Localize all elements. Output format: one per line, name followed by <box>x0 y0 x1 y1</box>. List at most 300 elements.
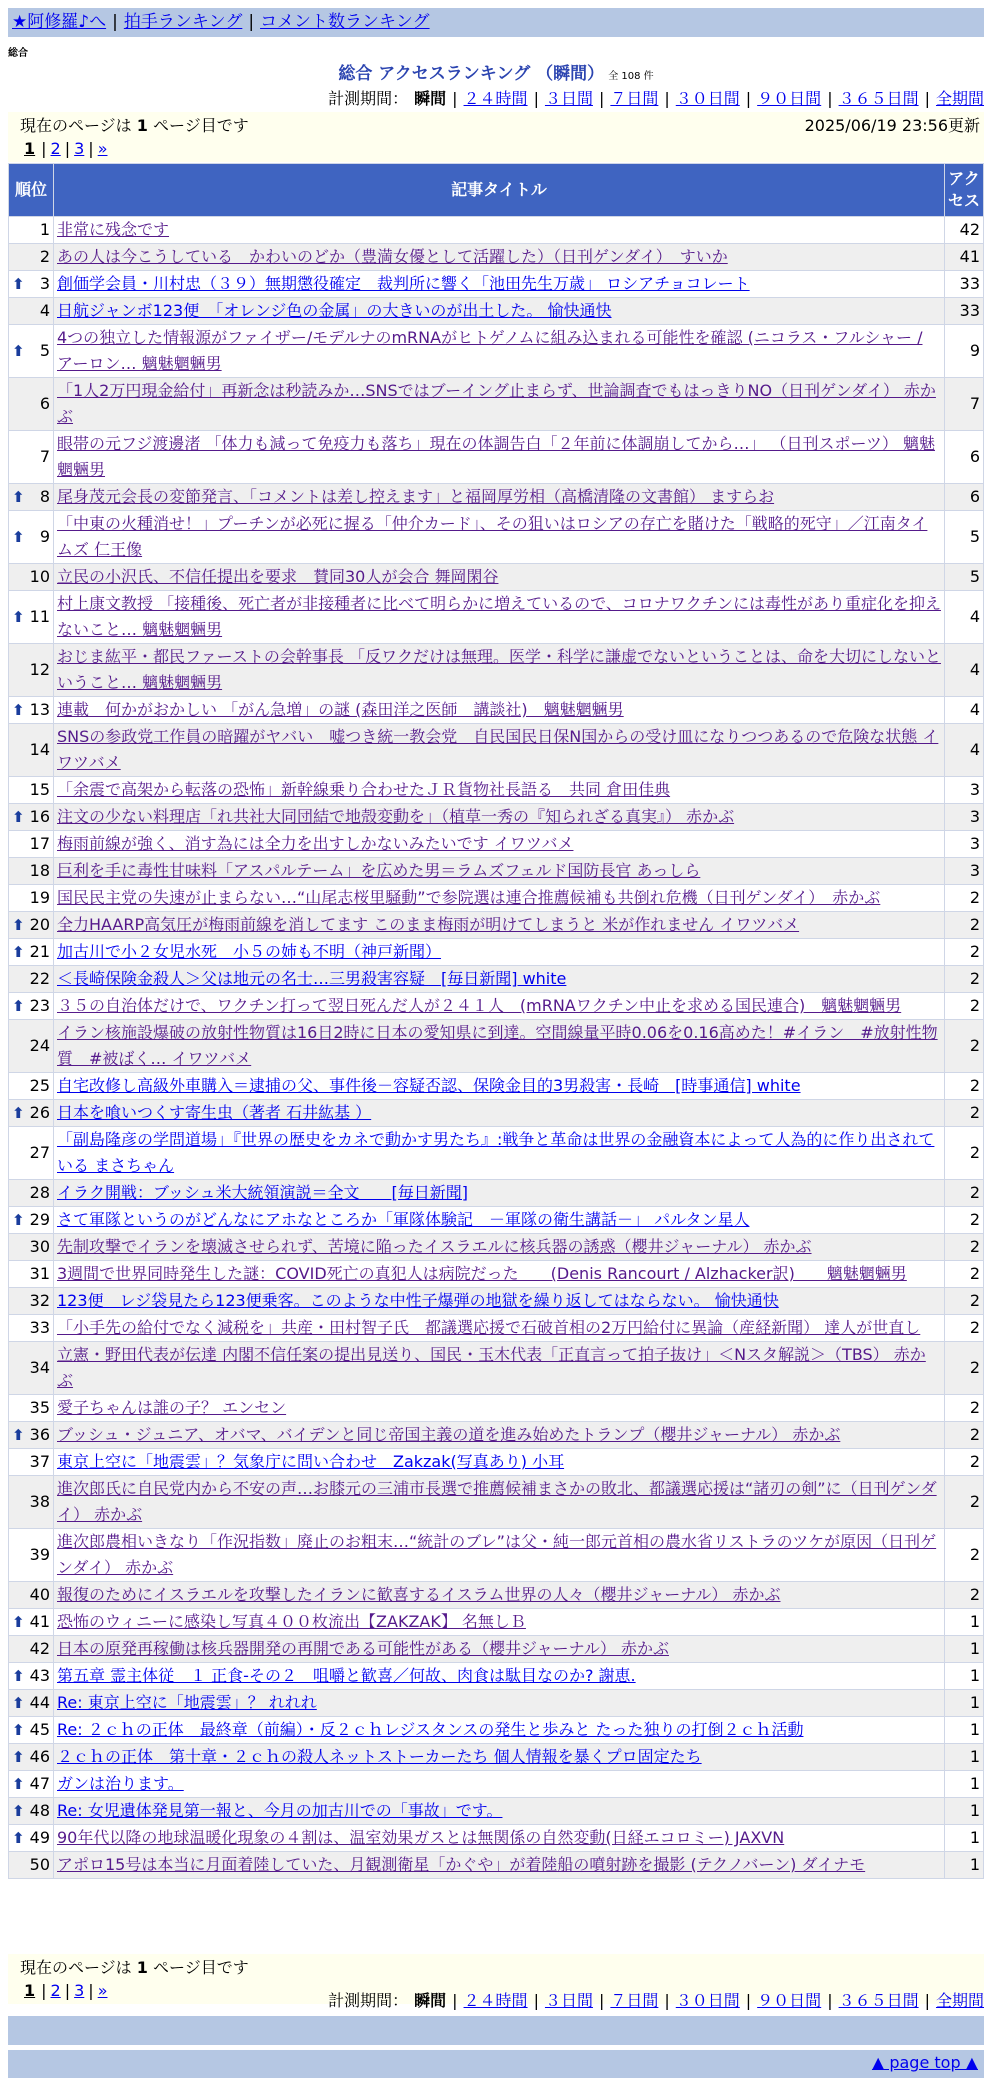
period-separator: | <box>924 89 930 108</box>
title-cell <box>54 1852 945 1879</box>
rank-cell <box>9 1422 54 1449</box>
table-row <box>9 564 984 591</box>
title-cell <box>54 1342 945 1395</box>
table-row <box>9 1342 984 1395</box>
rank-number: 17 <box>29 834 50 853</box>
article-title-link[interactable]: 恐怖のウィニーに感染し写真４００枚流出【ZAKZAK】 名無しＢ <box>57 1612 526 1631</box>
access-count: 1 <box>945 1744 984 1771</box>
rank-up-arrow-icon: ⬆ <box>12 1613 25 1631</box>
article-title-link[interactable]: 「副島隆彦の学問道場」『世界の歴史をカネで動かす男たち』:戦争と革命は世界の金融資本によって人為的に作り出されている まさちゃん <box>57 1130 935 1175</box>
rank-cell <box>9 939 54 966</box>
access-count: 2 <box>945 1127 984 1180</box>
next-page-link[interactable]: » <box>97 1981 108 2000</box>
rank-cell <box>9 1100 54 1127</box>
rank-cell <box>9 1020 54 1073</box>
article-title-link[interactable]: さて軍隊というのがどんなにアホなところか「軍隊体験記 －軍隊の衛生講話－」 パルタン星人 <box>57 1210 750 1229</box>
table-row <box>9 298 984 325</box>
rank-cell <box>9 1342 54 1395</box>
title-cell <box>54 1690 945 1717</box>
rank-cell <box>9 697 54 724</box>
period-link[interactable]: ７日間 <box>610 1991 659 2010</box>
access-count: 1 <box>945 1798 984 1825</box>
article-title-link[interactable]: ＜長崎保険金殺人＞父は地元の名士…三男殺害容疑 [毎日新聞] white <box>57 969 567 988</box>
page-link-3[interactable]: 3 <box>74 139 85 158</box>
period-separator: | <box>827 1991 833 2010</box>
access-count: 2 <box>945 1529 984 1582</box>
ranking-table <box>8 163 984 1879</box>
period-link[interactable]: ３６５日間 <box>838 1991 919 2010</box>
total-count: 全 108 件 <box>608 71 654 82</box>
period-separator: | <box>533 1991 539 2010</box>
access-count: 33 <box>945 298 984 325</box>
rank-up-arrow-icon: ⬆ <box>12 916 25 934</box>
table-row <box>9 1636 984 1663</box>
title-cell <box>54 511 945 564</box>
article-title-link[interactable]: SNSの参政党工作員の暗躍がヤバい 嘘つき統一教会党 自民国民日保N国からの受け皿になりつつあるので危険な状態 イワツバメ <box>57 727 939 772</box>
rank-up-arrow-icon: ⬆ <box>12 528 25 546</box>
title-cell <box>54 858 945 885</box>
access-count: 5 <box>945 511 984 564</box>
rank-number: 1 <box>39 220 50 239</box>
rank-number: 41 <box>29 1612 50 1631</box>
rank-cell <box>9 378 54 431</box>
article-title-link[interactable]: 全力HAARP高気圧が梅雨前線を消してます このまま梅雨が明けてしまうと 米が作れません イワツバメ <box>57 915 800 934</box>
period-separator: | <box>745 89 752 108</box>
table-row <box>9 644 984 697</box>
period-link[interactable]: ３６５日間 <box>838 89 919 108</box>
title-cell <box>54 1663 945 1690</box>
rank-up-arrow-icon: ⬆ <box>12 1721 25 1739</box>
table-row <box>9 1825 984 1852</box>
access-count: 2 <box>945 1207 984 1234</box>
access-count: 2 <box>945 1582 984 1609</box>
rank-cell <box>9 777 54 804</box>
rank-number: 22 <box>29 969 50 988</box>
title-cell <box>54 1636 945 1663</box>
article-title-link[interactable]: 注文の少ない料理店「れ共社大同団結で地殻変動を」（植草一秀の『知られざる真実』） 赤かぶ <box>57 807 735 826</box>
title-cell <box>54 1717 945 1744</box>
article-title-link[interactable]: 90年代以降の地球温暖化現象の４割は、温室効果ガスとは無関係の自然変動(日経エコロミー) JAXVN <box>57 1828 785 1847</box>
rank-cell <box>9 966 54 993</box>
rank-up-arrow-icon: ⬆ <box>12 943 25 961</box>
header-access: アクセス <box>945 164 984 217</box>
title-cell <box>54 885 945 912</box>
rank-number: 24 <box>29 1036 50 1055</box>
header-rank: 順位 <box>9 164 54 217</box>
article-title-link[interactable]: 123便 レジ袋見たら123便乗客。このような中性子爆弾の地獄を繰り返してはならない。 愉快通快 <box>57 1291 779 1310</box>
article-title-link[interactable]: Re: 女児遺体発見第一報と、今月の加古川での「事故」です。 <box>57 1801 503 1820</box>
period-separator: | <box>598 89 605 108</box>
rank-cell <box>9 644 54 697</box>
access-count: 7 <box>945 378 984 431</box>
article-title-link[interactable]: 日航ジャンボ123便 「オレンジ色の金属」の大きいのが出土した。 愉快通快 <box>57 301 612 320</box>
period-link[interactable]: ２４時間 <box>463 1991 528 2010</box>
nav-link-applause-ranking[interactable]: 拍手ランキング <box>123 12 243 32</box>
rank-cell <box>9 885 54 912</box>
rank-cell <box>9 1315 54 1342</box>
access-count: 5 <box>945 564 984 591</box>
rank-cell <box>9 1825 54 1852</box>
table-row <box>9 1476 984 1529</box>
title-cell <box>54 244 945 271</box>
pager-prefix: 現在のページは <box>20 116 137 135</box>
title-cell <box>54 1582 945 1609</box>
pager-prefix: 現在のページは <box>20 1958 137 1977</box>
nav-separator: | <box>112 12 118 32</box>
period-separator: | <box>664 1991 670 2010</box>
article-title-link[interactable]: 眼帯の元フジ渡邊渚 「体力も減って免疫力も落ち」現在の体調告白「２年前に体調崩してから…」 （日刊スポーツ） 魑魅魍魎男 <box>57 434 935 479</box>
article-title-link[interactable]: 梅雨前線が強く、消す為には全力を出すしかないみたいです イワツバメ <box>57 834 574 853</box>
access-count: 2 <box>945 1100 984 1127</box>
rank-number: 23 <box>29 996 50 1015</box>
page-link-current[interactable] <box>22 1981 37 2000</box>
article-title-link[interactable]: 4つの独立した情報源がファイザー/モデルナのmRNAがヒトゲノムに組み込まれる可能性を確認 (ニコラス・フルシャー / アーロン… 魑魅魍魎男 <box>57 328 923 373</box>
title-cell <box>54 1207 945 1234</box>
table-row <box>9 1852 984 1879</box>
pager-suffix: ページ目です <box>147 116 249 135</box>
table-row <box>9 431 984 484</box>
period-link[interactable]: ３日間 <box>544 89 593 108</box>
table-row <box>9 831 984 858</box>
rank-up-arrow-icon: ⬆ <box>12 275 25 293</box>
article-title-link[interactable]: 進次郎氏に自民党内から不安の声…お膝元の三浦市長選で推薦候補まさかの敗北、都議選応援は“諸刃の剣”に（日刊ゲンダイ） 赤かぶ <box>57 1479 937 1524</box>
article-title-link[interactable]: アポロ15号は本当に月面着陸していた、月観測衛星「かぐや」が着陸船の噴射跡を撮影 (テクノバーン) ダイナモ <box>57 1855 866 1874</box>
period-current: 瞬間 <box>414 1991 447 2010</box>
rank-number: 44 <box>29 1693 50 1712</box>
access-count: 2 <box>945 1315 984 1342</box>
title-cell <box>54 939 945 966</box>
page-link-current[interactable] <box>22 139 37 158</box>
article-title-link[interactable]: 立憲・野田代表が伝達 内閣不信任案の提出見送り、国民・玉木代表「正直言って拍子抜け」＜Nスタ解説＞（TBS） 赤かぶ <box>57 1345 926 1390</box>
access-count: 33 <box>945 271 984 298</box>
access-count: 1 <box>945 1852 984 1879</box>
rank-cell <box>9 912 54 939</box>
period-link[interactable]: ７日間 <box>610 89 659 108</box>
article-title-link[interactable]: 立民の小沢氏、不信任提出を要求 賛同30人が会合 舞岡閑谷 <box>57 567 499 586</box>
article-title-link[interactable]: Re: 東京上空に「地震雲」？ れれれ <box>57 1693 317 1712</box>
rank-cell <box>9 484 54 511</box>
rank-cell <box>9 724 54 777</box>
rank-up-arrow-icon: ⬆ <box>12 488 25 506</box>
access-count: 2 <box>945 1073 984 1100</box>
article-title-link[interactable]: 国民民主党の失速が止まらない…“山尾志桜里騒動”で参院選は連合推薦候補も共倒れ危機（日刊ゲンダイ） 赤かぶ <box>57 888 881 907</box>
rank-number: 5 <box>39 341 50 360</box>
table-row <box>9 1690 984 1717</box>
access-count: 3 <box>945 777 984 804</box>
pager-suffix: ページ目です <box>147 1958 249 1977</box>
title-cell <box>54 378 945 431</box>
period-separator: | <box>664 89 670 108</box>
article-title-link[interactable]: 非常に残念です <box>57 220 170 239</box>
access-count: 4 <box>945 644 984 697</box>
article-title-link[interactable]: ブッシュ・ジュニア、オバマ、バイデンと同じ帝国主義の道を進み始めたトランプ（櫻井ジャーナル） 赤かぶ <box>57 1425 841 1444</box>
period-separator: | <box>533 89 539 108</box>
page-top-bar <box>8 2050 984 2078</box>
pager-top <box>8 112 984 162</box>
article-title-link[interactable]: 先制攻撃でイランを壊滅させられず、苦境に陥ったイスラエルに核兵器の誘惑（櫻井ジャーナル） 赤かぶ <box>57 1237 812 1256</box>
title-cell <box>54 1529 945 1582</box>
access-count: 2 <box>945 912 984 939</box>
nav-link-comment-ranking[interactable]: コメント数ランキング <box>260 12 430 32</box>
pager-current-page: 1 <box>136 116 148 135</box>
period-selector-top <box>328 88 984 110</box>
page-link-2[interactable]: 2 <box>50 139 61 158</box>
table-row <box>9 325 984 378</box>
title-cell <box>54 1073 945 1100</box>
title-cell <box>54 1395 945 1422</box>
title-cell <box>54 1798 945 1825</box>
page-link-1[interactable]: 1 <box>24 139 36 158</box>
table-row <box>9 1234 984 1261</box>
rank-number: 21 <box>29 942 50 961</box>
table-row <box>9 885 984 912</box>
title-cell <box>54 804 945 831</box>
rank-number: 38 <box>29 1492 50 1511</box>
article-title-link[interactable]: 3週間で世界同時発生した謎：COVID死亡の真犯人は病院だった (Denis Rancourt / Alzhacker訳) 魑魅魍魎男 <box>57 1264 907 1283</box>
rank-cell <box>9 1771 54 1798</box>
page-separator: | <box>41 1981 47 2000</box>
article-title-link[interactable]: 巨利を手に毒性甘味料「アスパルテーム」を広めた男＝ラムズフェルド国防長官 あっしら <box>57 861 701 880</box>
access-count: 2 <box>945 1234 984 1261</box>
rank-number: 20 <box>29 915 50 934</box>
rank-cell <box>9 831 54 858</box>
period-link[interactable]: 全期間 <box>935 89 984 108</box>
rank-cell <box>9 1207 54 1234</box>
rank-cell <box>9 1717 54 1744</box>
page-separator: | <box>41 139 47 158</box>
access-count: 2 <box>945 939 984 966</box>
article-title-link[interactable]: 東京上空に「地震雲」？気象庁に問い合わせ Zakzak(写真あり) 小耳 <box>57 1452 565 1471</box>
rank-number: 49 <box>29 1828 50 1847</box>
article-title-link[interactable]: 自宅改修し高級外車購入＝逮捕の父、事件後－容疑否認、保険金目的3男殺害・長崎 [時事通信] white <box>57 1076 801 1095</box>
article-title-link[interactable]: 「中東の火種消せ！」プーチンが必死に握る「仲介カード」、その狙いはロシアの存亡を賭けた「戦略的死守」／江南タイムズ 仁王像 <box>57 514 928 559</box>
table-row <box>9 1395 984 1422</box>
rank-number: 4 <box>39 301 50 320</box>
table-row <box>9 378 984 431</box>
title-cell <box>54 1422 945 1449</box>
table-row <box>9 1609 984 1636</box>
period-separator: | <box>924 1991 930 2010</box>
rank-up-arrow-icon: ⬆ <box>12 808 25 826</box>
rank-number: 11 <box>29 607 50 626</box>
access-count: 1 <box>945 1690 984 1717</box>
access-count: 6 <box>945 431 984 484</box>
table-row <box>9 1073 984 1100</box>
title-cell <box>54 325 945 378</box>
period-link[interactable]: ２４時間 <box>463 89 528 108</box>
nav-link-ashura[interactable]: ★阿修羅♪へ <box>12 12 107 32</box>
article-title-link[interactable]: 村上康文教授 「接種後、死亡者が非接種者に比べて明らかに増えているので、コロナワクチンには毒性があり重症化を抑えないこと… 魑魅魍魎男 <box>57 594 941 639</box>
article-title-link[interactable]: あの人は今こうしている かわいのどか（豊満女優として活躍した）（日刊ゲンダイ） すいか <box>57 247 728 266</box>
rank-cell <box>9 591 54 644</box>
rank-up-arrow-icon: ⬆ <box>12 997 25 1015</box>
rank-cell <box>9 217 54 244</box>
period-link[interactable]: ９０日間 <box>757 1991 822 2010</box>
rank-cell <box>9 1582 54 1609</box>
access-count: 1 <box>945 1825 984 1852</box>
table-row <box>9 1180 984 1207</box>
table-row <box>9 777 984 804</box>
article-title-link[interactable]: 「1人2万円現金給付」再新念は秒読みか…SNSではブーイング止まらず、世論調査でもはっきりNO（日刊ゲンダイ） 赤かぶ <box>57 381 936 426</box>
period-link[interactable]: ３０日間 <box>675 1991 740 2010</box>
table-row <box>9 511 984 564</box>
rank-number: 47 <box>29 1774 50 1793</box>
access-count: 9 <box>945 325 984 378</box>
rank-number: 8 <box>39 487 50 506</box>
article-title-link[interactable]: ガンは治ります。 <box>57 1774 184 1793</box>
article-title-link[interactable]: イラン核施設爆破の放射性物質は16日2時に日本の愛知県に到達。空間線量平時0.06を0.16高めた！#イラン #放射性物質 #被ばく… イワツバメ <box>57 1023 938 1068</box>
access-count: 2 <box>945 993 984 1020</box>
access-count: 4 <box>945 697 984 724</box>
period-link[interactable]: ３日間 <box>544 1991 593 2010</box>
title-cell <box>54 644 945 697</box>
access-count: 3 <box>945 831 984 858</box>
rank-up-arrow-icon: ⬆ <box>12 1104 25 1122</box>
page-link-2[interactable]: 2 <box>50 1981 61 2000</box>
article-title-link[interactable]: 連載 何かがおかしい 「がん急増」の謎 (森田洋之医師 講談社) 魑魅魍魎男 <box>57 700 624 719</box>
rank-cell <box>9 431 54 484</box>
table-row <box>9 912 984 939</box>
rank-cell <box>9 1449 54 1476</box>
next-page-link[interactable]: » <box>97 139 108 158</box>
rank-up-arrow-icon: ⬆ <box>12 342 25 360</box>
rank-up-arrow-icon: ⬆ <box>12 701 25 719</box>
table-row <box>9 1449 984 1476</box>
title-cell <box>54 1180 945 1207</box>
article-title-link[interactable]: Re: ２ｃｈの正体 最終章（前編）・反２ｃｈレジスタンスの発生と歩みと たった独りの打倒２ｃｈ活動 <box>57 1720 804 1739</box>
article-title-link[interactable]: イラク開戦：ブッシュ米大統領演説＝全文 [毎日新聞] <box>57 1183 469 1202</box>
rank-cell <box>9 1476 54 1529</box>
period-label: 計測期間： <box>328 1991 409 2010</box>
rank-number: 9 <box>39 527 50 546</box>
article-title-link[interactable]: 加古川で小２女児水死 小５の姉も不明（神戸新聞） <box>57 942 442 961</box>
table-row <box>9 939 984 966</box>
rank-number: 48 <box>29 1801 50 1820</box>
rank-cell <box>9 1073 54 1100</box>
article-title-link[interactable]: 「余震で高架から転落の恐怖」新幹線乗り合わせたＪＲ貨物社長語る 共同 倉田佳典 <box>57 780 671 799</box>
access-count: 2 <box>945 1449 984 1476</box>
access-count: 2 <box>945 1395 984 1422</box>
article-title-link[interactable]: ３５の自治体だけで、ワクチン打って翌日死んだ人が２４１人 (mRNAワクチン中止を求める国民連合) 魑魅魍魎男 <box>57 996 902 1015</box>
page-top-link[interactable]: ▲ page top ▲ <box>871 2053 978 2072</box>
page-link-1[interactable]: 1 <box>24 1981 36 2000</box>
rank-cell <box>9 244 54 271</box>
rank-number: 28 <box>29 1183 50 1202</box>
ranking-title <box>0 59 992 84</box>
header-title: 記事タイトル <box>54 164 945 217</box>
access-count: 2 <box>945 1476 984 1529</box>
period-link[interactable]: 全期間 <box>935 1991 984 2010</box>
rank-number: 16 <box>29 807 50 826</box>
rank-cell <box>9 1127 54 1180</box>
period-label: 計測期間： <box>328 89 409 108</box>
article-title-link[interactable]: 尾身茂元会長の変節発言、「コメントは差し控えます」と福岡厚労相（高橋清隆の文書館） ますらお <box>57 487 775 506</box>
access-count: 2 <box>945 1288 984 1315</box>
table-row <box>9 1717 984 1744</box>
title-cell <box>54 591 945 644</box>
period-link[interactable]: ９０日間 <box>757 89 822 108</box>
rank-up-arrow-icon: ⬆ <box>12 1748 25 1766</box>
article-title-link[interactable]: 第五章 霊主体従 １ 正食-その２ 咀嚼と歓喜／何故、肉食は駄目なのか? 謝恵. <box>57 1666 636 1685</box>
access-count: 2 <box>945 885 984 912</box>
rank-cell <box>9 1798 54 1825</box>
rank-number: 18 <box>29 861 50 880</box>
updated-time: 2025/06/19 23:56更新 <box>804 116 980 135</box>
rank-number: 27 <box>29 1143 50 1162</box>
period-separator: | <box>827 89 833 108</box>
table-row <box>9 271 984 298</box>
rank-number: 10 <box>29 567 50 586</box>
page-link-3[interactable]: 3 <box>74 1981 85 2000</box>
title-cell <box>54 966 945 993</box>
rank-cell <box>9 1663 54 1690</box>
rank-number: 30 <box>29 1237 50 1256</box>
article-title-link[interactable]: 愛子ちゃんは誰の子？ エンセン <box>57 1398 287 1417</box>
rank-number: 34 <box>29 1358 50 1377</box>
title-cell <box>54 1288 945 1315</box>
title-cell <box>54 1449 945 1476</box>
article-title-link[interactable]: 「小手先の給付でなく減税を」共産・田村智子氏 都議選応援で石破首相の2万円給付に異論（産経新聞） 達人が世直し <box>57 1318 921 1337</box>
table-row <box>9 484 984 511</box>
article-title-link[interactable]: 日本を喰いつくす寄生虫（著者 石井紘基 ） <box>57 1103 372 1122</box>
article-title-link[interactable]: 進次郎農相いきなり「作況指数」廃止のお粗末…“統計のブレ”は父・純一郎元首相の農水省リストラのツケが原因（日刊ゲンダイ） 赤かぶ <box>57 1532 937 1577</box>
rank-number: 31 <box>29 1264 50 1283</box>
title-cell <box>54 697 945 724</box>
table-row <box>9 697 984 724</box>
article-title-link[interactable]: ２ｃｈの正体 第十章・２ｃｈの殺人ネットストーカーたち 個人情報を暴くプロ固定たち <box>57 1747 702 1766</box>
rank-cell <box>9 325 54 378</box>
article-title-link[interactable]: 創価学会員・川村忠（３９）無期懲役確定 裁判所に響く「池田先生万歳」 ロシアチョコレート <box>57 274 750 293</box>
rank-number: 19 <box>29 888 50 907</box>
rank-cell <box>9 1288 54 1315</box>
title-cell <box>54 271 945 298</box>
top-nav-bar <box>8 8 984 37</box>
rank-up-arrow-icon: ⬆ <box>12 608 25 626</box>
period-link[interactable]: ３０日間 <box>675 89 740 108</box>
rank-number: 32 <box>29 1291 50 1310</box>
rank-number: 26 <box>29 1103 50 1122</box>
article-title-link[interactable]: おじま紘平・都民ファーストの会幹事長 「反ワクだけは無理。医学・科学に謙虚でないということは、命を大切にしないということ… 魑魅魍魎男 <box>57 647 941 692</box>
article-title-link[interactable]: 日本の原発再稼働は核兵器開発の再開である可能性がある（櫻井ジャーナル） 赤かぶ <box>57 1639 669 1658</box>
rank-number: 6 <box>39 394 50 413</box>
table-row <box>9 1127 984 1180</box>
rank-cell <box>9 993 54 1020</box>
access-count: 42 <box>945 217 984 244</box>
table-row <box>9 966 984 993</box>
rank-number: 29 <box>29 1210 50 1229</box>
title-cell <box>54 298 945 325</box>
rank-cell <box>9 298 54 325</box>
page-links <box>20 137 972 160</box>
title-cell <box>54 564 945 591</box>
rank-number: 42 <box>29 1639 50 1658</box>
access-count: 2 <box>945 1342 984 1395</box>
period-separator: | <box>598 1991 605 2010</box>
rank-cell <box>9 271 54 298</box>
rank-cell <box>9 1261 54 1288</box>
rank-number: 43 <box>29 1666 50 1685</box>
table-row <box>9 1315 984 1342</box>
table-row <box>9 1207 984 1234</box>
article-title-link[interactable]: 報復のためにイスラエルを攻撃したイランに歓喜するイスラム世界の人々（櫻井ジャーナル） 赤かぶ <box>57 1585 781 1604</box>
table-row <box>9 217 984 244</box>
rank-number: 2 <box>39 247 50 266</box>
title-cell <box>54 1771 945 1798</box>
period-current: 瞬間 <box>414 89 447 108</box>
rank-up-arrow-icon: ⬆ <box>12 1802 25 1820</box>
access-count: 2 <box>945 966 984 993</box>
title-cell <box>54 1020 945 1073</box>
